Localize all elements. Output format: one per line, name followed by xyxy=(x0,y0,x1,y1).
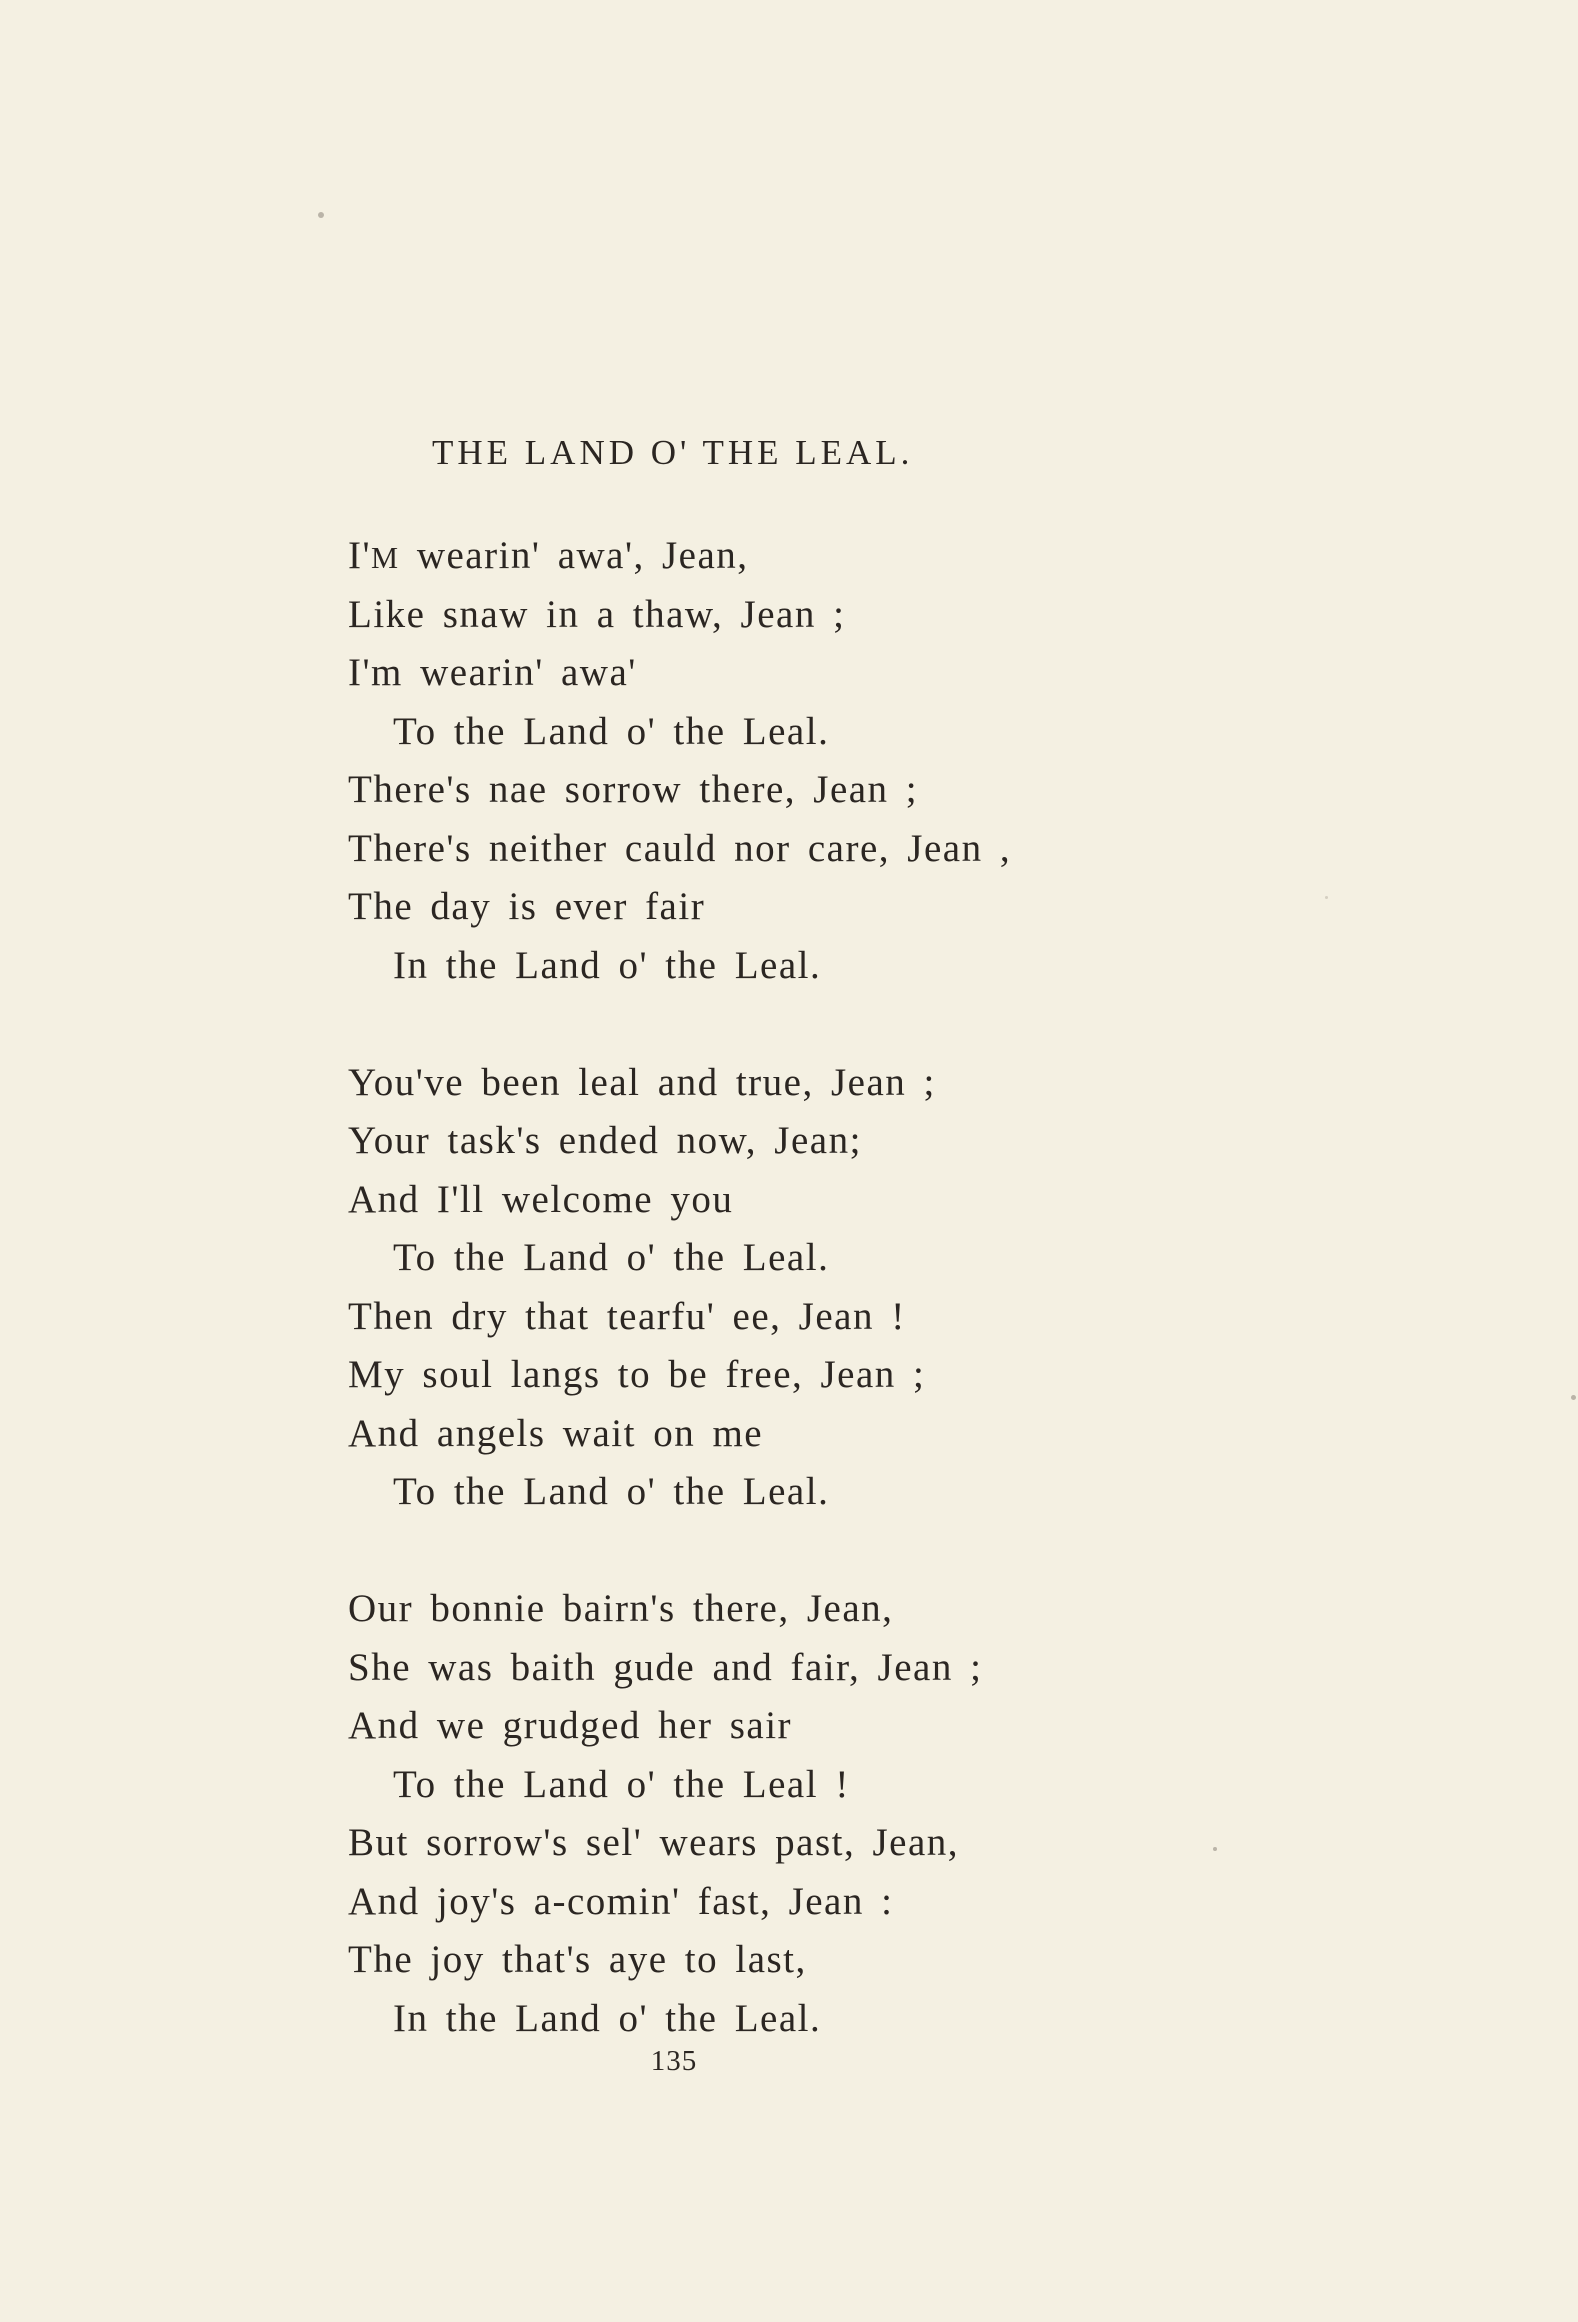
verse-line-refrain: To the Land o' the Leal ! xyxy=(393,1762,850,1806)
paper-speck xyxy=(1213,1847,1217,1851)
stanza xyxy=(348,527,1011,995)
paper-speck xyxy=(1571,1395,1576,1400)
verse-line: She was baith gude and fair, Jean ; xyxy=(348,1645,983,1689)
verse-line: My soul langs to be free, Jean ; xyxy=(348,1353,926,1396)
verse-line-refrain: In the Land o' the Leal. xyxy=(393,943,822,987)
stanza xyxy=(348,1580,1011,2048)
verse-line: And we grudged her sair xyxy=(348,1704,793,1747)
verse-line-refrain: In the Land o' the Leal. xyxy=(393,1996,822,2040)
verse-line: You've been leal and true, Jean ; xyxy=(348,1060,936,1104)
verse-line: There's nae sorrow there, Jean ; xyxy=(348,768,919,811)
verse-line: And angels wait on me xyxy=(348,1411,764,1455)
verse-line: And I'll welcome you xyxy=(348,1177,734,1221)
stanza xyxy=(348,1054,1011,1522)
verse-line-refrain: To the Land o' the Leal. xyxy=(393,709,830,753)
verse-line-refrain: To the Land o' the Leal. xyxy=(393,1470,830,1513)
verse-line: But sorrow's sel' wears past, Jean, xyxy=(348,1821,960,1864)
page-number: 135 xyxy=(650,2045,698,2077)
paper-speck xyxy=(318,212,324,218)
verse-line: The day is ever fair xyxy=(348,885,706,928)
verse-line-refrain: To the Land o' the Leal. xyxy=(393,1236,830,1279)
verse-line: The joy that's aye to last, xyxy=(348,1938,807,1981)
verse-line: I'm wearin' awa' xyxy=(348,651,637,694)
poem-body xyxy=(348,527,1011,2048)
poem-title: THE LAND O' THE LEAL. xyxy=(432,433,914,472)
verse-line: Like snaw in a thaw, Jean ; xyxy=(348,592,846,636)
verse-line: And joy's a-comin' fast, Jean : xyxy=(348,1879,894,1923)
verse-line: Your task's ended now, Jean; xyxy=(348,1119,862,1162)
verse-line: Our bonnie bairn's there, Jean, xyxy=(348,1587,894,1630)
verse-line: I'M wearin' awa', Jean, xyxy=(348,534,749,577)
verse-line: Then dry that tearfu' ee, Jean ! xyxy=(348,1294,906,1338)
verse-line: There's neither cauld nor care, Jean , xyxy=(348,826,1012,870)
paper-speck xyxy=(1325,896,1328,899)
